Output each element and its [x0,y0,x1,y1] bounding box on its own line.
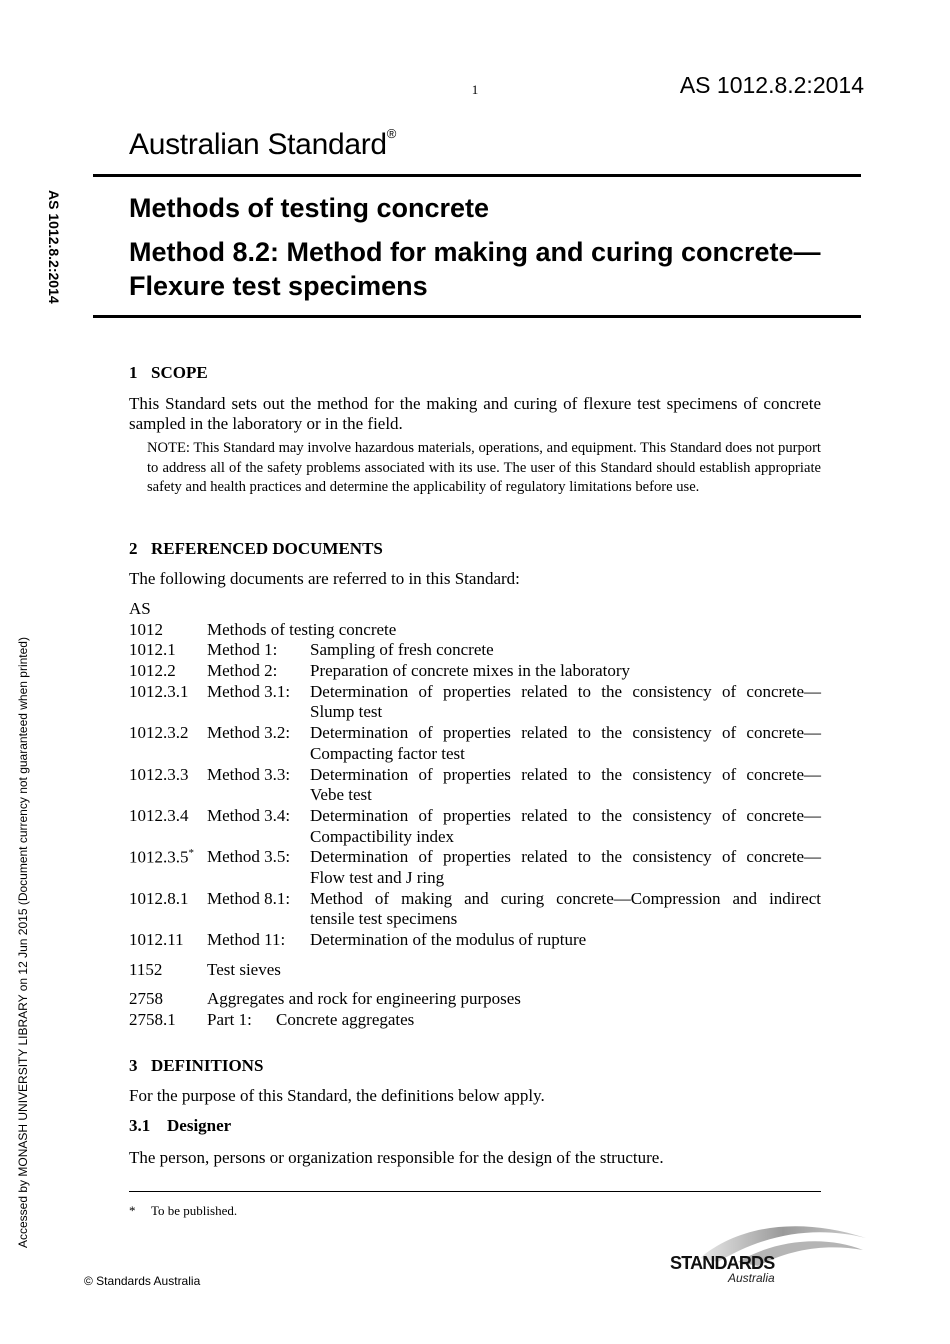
reference-code: 1012.3.1 [129,681,189,701]
reference-row [129,682,829,703]
reference-title: Test sieves [207,959,281,979]
footnote [129,1203,237,1219]
reference-code: 1012.3.3 [129,764,189,784]
reference-title: Determination of the modulus of rupture [310,930,587,949]
reference-method: Method 3.2: [207,723,291,743]
standards-australia-logo [668,1218,868,1288]
reference-title: Sampling of fresh concrete [310,640,494,660]
footnote-text: To be published. [151,1203,238,1218]
subsection-heading-designer [129,1116,231,1136]
footnote-marker: * [129,1203,136,1218]
page-title: Methods of testing concrete [129,193,490,223]
reference-row-continuation [129,785,829,806]
reference-row-continuation [129,827,829,848]
reference-list [129,599,829,1031]
reference-title: Determination of properties related to the consistency of concrete— [310,805,821,825]
registered-mark: ® [386,126,397,141]
reference-title: Determination of properties related to the consistency of concrete— [310,847,821,867]
reference-title-cont: Compactibility index [310,826,455,846]
side-document-code [38,190,82,310]
reference-row [129,765,829,786]
subsection-number: 3.1 [129,1116,151,1135]
reference-row [129,661,829,682]
reference-title: Determination of properties related to the consistency of concrete— [310,681,821,701]
scope-note: NOTE: This Standard may involve hazardous materials, operations, and equipment. This Standard does not purport to address all of the safety problems associated with its use. The user of this Standard should establish appropriate safety and health practices and determine the applicability of regulatory limitations before use. [147,440,821,496]
reference-code: 1012.3.5* [129,847,194,867]
reference-title: Method of making and curing concrete—Compression and indirect [310,888,821,908]
reference-code: 1012.2 [129,661,176,681]
access-watermark [14,598,44,1248]
reference-method: Method 1: [207,640,278,660]
reference-code: 2758.1 [129,1010,176,1030]
reference-method: Method 2: [207,661,278,681]
reference-method: Method 3.3: [207,764,291,784]
reference-method: Method 3.5: [207,847,291,867]
reference-row [129,640,829,661]
reference-row [129,889,829,910]
title-top-rule [93,174,861,177]
section-number: 1 [129,363,138,382]
reference-row [129,723,829,744]
section-number: 3 [129,1056,138,1075]
standard-label [129,128,396,162]
scope-paragraph: This Standard sets out the method for the making and curing of flexure test specimens of concrete sampled in the laboratory or in the field. [129,394,821,433]
reference-part: Part 1: [207,1010,252,1030]
reference-row [129,989,829,1010]
reference-row [129,620,829,641]
reference-title-cont: Compacting factor test [310,743,465,763]
reference-row-continuation [129,744,829,765]
reference-title-cont: tensile test specimens [310,909,458,929]
reference-code: 1012.11 [129,930,184,949]
reference-title-cont: Flow test and J ring [310,867,445,887]
reference-as-label: AS [129,599,151,618]
reference-title-cont: Vebe test [310,785,372,805]
page-subtitle: Method 8.2: Method for making and curing concrete—Flexure test specimens [129,237,821,301]
reference-code: 1012.3.4 [129,805,189,825]
section-heading-referenced-documents [129,539,383,559]
reference-code: 1012.3.2 [129,723,189,743]
section-heading-scope [129,363,208,383]
reference-title: Determination of properties related to the consistency of concrete— [310,764,821,784]
reference-row-continuation [129,702,829,723]
reference-method: Method 3.4: [207,805,291,825]
section-number: 2 [129,539,138,558]
reference-title-cont: Slump test [310,702,383,722]
section-title: DEFINITIONS [151,1056,264,1075]
logo-main-text: STANDARDS [670,1253,775,1273]
designer-definition: The person, persons or organization responsible for the design of the structure. [129,1148,664,1167]
reference-title: Determination of properties related to the consistency of concrete— [310,723,821,743]
section-title: SCOPE [151,363,208,382]
reference-row-continuation [129,868,829,889]
reference-code: 2758 [129,989,163,1009]
referenced-intro: The following documents are referred to in this Standard: [129,569,520,588]
side-document-code-text: AS 1012.8.2:2014 [46,190,62,304]
reference-title: Aggregates and rock for engineering purposes [207,989,521,1009]
reference-method: Method 11: [207,930,286,949]
reference-method: Method 3.1: [207,681,291,701]
reference-row [129,930,829,951]
access-watermark-text: Accessed by MONASH UNIVERSITY LIBRARY on 12 Jun 2015 (Document currency not guaranteed when printed) [16,637,30,1248]
footnote-marker: * [188,847,194,860]
page-number: 1 [471,82,479,97]
reference-code: 1012.8.1 [129,888,189,908]
subsection-title: Designer [167,1116,232,1135]
reference-code: 1012.1 [129,640,176,660]
reference-row [129,806,829,827]
section-heading-definitions [129,1056,263,1076]
reference-title: Methods of testing concrete [207,619,397,639]
definitions-intro: For the purpose of this Standard, the definitions below apply. [129,1086,545,1105]
reference-title: Concrete aggregates [276,1010,415,1030]
reference-title: Preparation of concrete mixes in the laboratory [310,661,631,681]
reference-row [129,1010,829,1031]
reference-row-continuation [129,909,829,930]
reference-code: 1012 [129,619,163,639]
logo-sub-text: Australia [728,1271,775,1285]
title-bottom-rule [93,315,861,318]
section-title: REFERENCED DOCUMENTS [151,539,383,558]
footnote-rule [129,1191,821,1192]
reference-row [129,847,829,868]
reference-row [129,960,829,981]
document-code: AS 1012.8.2:2014 [679,72,864,98]
reference-method: Method 8.1: [207,888,291,908]
copyright-notice: © Standards Australia [84,1274,201,1288]
reference-code: 1152 [129,959,163,979]
standard-label-text: Australian Standard [129,128,387,161]
